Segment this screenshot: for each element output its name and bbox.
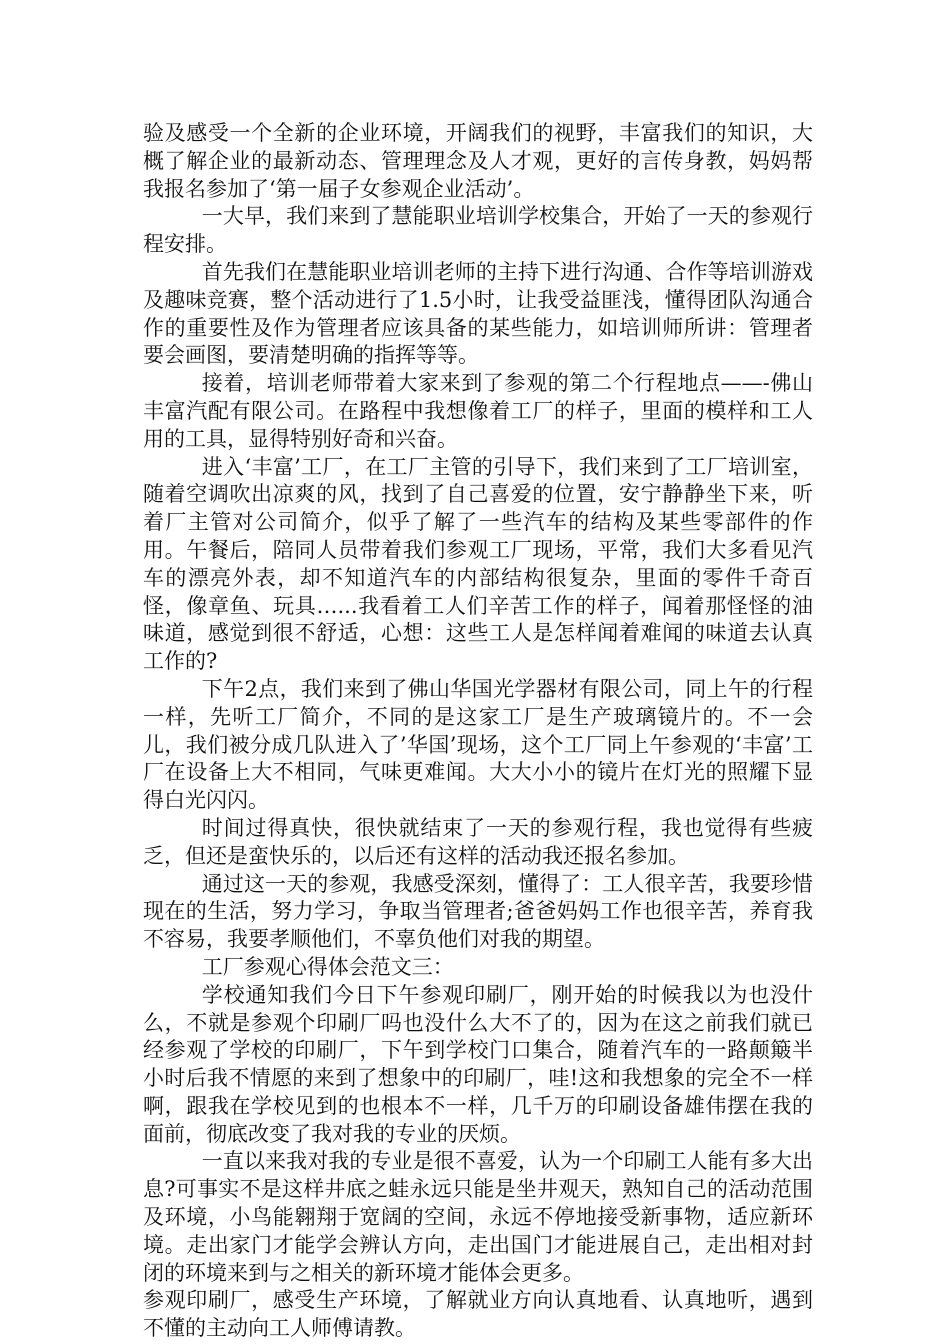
paragraph-2: 一大早，我们来到了慧能职业培训学校集合，开始了一天的参观行程安排。: [143, 204, 813, 257]
paragraph-9: 学校通知我们今日下午参观印刷厂，刚开始的时候我以为也没什么，不就是参观个印刷厂吗也没什么大不了的，因为在这之前我们就已经参观了学校的印刷厂，下午到学校门口集合，随着汽车的一路颠簸半小时后我不情愿的来到了想象中的印刷厂，哇!这和我想象的完全不一样啊，跟我在学校见到的也根本不一样，几千万的印刷设备雄伟摆在我的面前，彻底改变了我对我的专业的厌烦。: [143, 982, 813, 1146]
paragraph-6: 下午2点，我们来到了佛山华国光学器材有限公司，同上午的行程一样，先听工厂简介，不同的是这家工厂是生产玻璃镜片的。不一会儿，我们被分成几队进入了’华国’现场，这个工厂同上午参观的‘丰富’工厂在设备上大不相同，气味更难闻。大大小小的镜片在灯光的照耀下显得白光闪闪。: [143, 676, 813, 813]
paragraph-5: 进入‘丰富’工厂，在工厂主管的引导下，我们来到了工厂培训室，随着空调吹出凉爽的风，找到了自己喜爱的位置，安宁静静坐下来，听着厂主管对公司简介，似乎了解了一些汽车的结构及某些零部件的作用。午餐后，陪同人员带着我们参观工厂现场，平常，我们大多看见汽车的漂亮外表，却不知道汽车的内部结构很复杂，里面的零件千奇百怪，像章鱼、玩具…...我看着工人们辛苦工作的样子，闻着那怪怪的油味道，感觉到很不舒适，心想：这些工人是怎样闻着难闻的味道去认真工作的?: [143, 454, 813, 674]
paragraph-7: 时间过得真快，很快就结束了一天的参观行程，我也觉得有些疲乏，但还是蛮快乐的，以后还有这样的活动我还报名参加。: [143, 815, 813, 868]
paragraph-11: 参观印刷厂，感受生产环境，了解就业方向认真地看、认真地听，遇到不懂的主动向工人师傅请教。: [143, 1288, 813, 1341]
paragraph-1: 验及感受一个全新的企业环境，开阔我们的视野，丰富我们的知识，大概了解企业的最新动态、管理理念及人才观，更好的言传身教，妈妈帮我报名参加了‘第一届子女参观企业活动’。: [143, 121, 813, 201]
paragraph-10: 一直以来我对我的专业是很不喜爱，认为一个印刷工人能有多大出息?可事实不是这样井底之蛙永远只能是坐井观天，熟知自己的活动范围及环境，小鸟能翱翔于宽阔的空间，永远不停地接受新事物，适应新环境。走出家门才能学会辨认方向，走出国门才能进展自己，走出相对封闭的环境来到与之相关的新环境才能体会更多。: [143, 1149, 813, 1285]
section-heading: 工厂参观心得体会范文三：: [201, 954, 454, 979]
paragraph-8: 通过这一天的参观，我感受深刻，懂得了：工人很辛苦，我要珍惜现在的生活，努力学习，争取当管理者;爸爸妈妈工作也很辛苦，养育我不容易，我要孝顺他们，不辜负他们对我的期望。: [143, 871, 813, 952]
paragraph-3: 首先我们在慧能职业培训老师的主持下进行沟通、合作等培训游戏及趣味竞赛，整个活动进行了1.5小时，让我受益匪浅，懂得团队沟通合作的重要性及作为管理者应该具备的某些能力，如培训师所讲：管理者要会画图，要清楚明确的指挥等等。: [143, 259, 813, 368]
document-body: [143, 120, 813, 1343]
paragraph-4: 接着，培训老师带着大家来到了参观的第二个行程地点——-佛山丰富汽配有限公司。在路程中我想像着工厂的样子，里面的模样和工人用的工具，显得特别好奇和兴奋。: [143, 371, 813, 451]
